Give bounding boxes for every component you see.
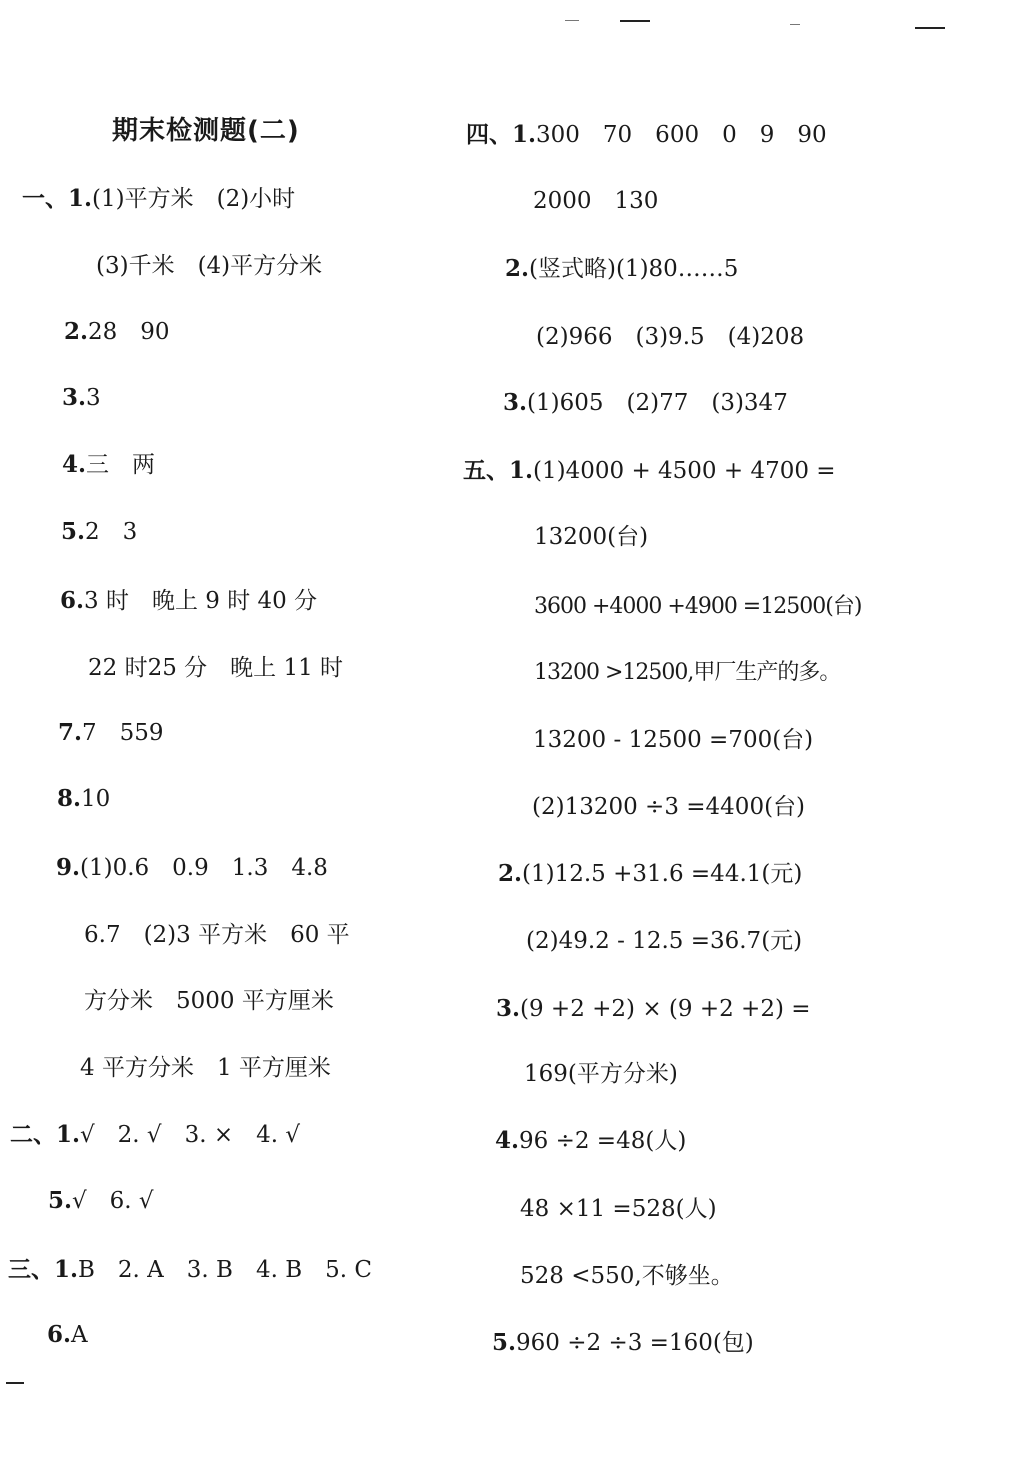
answer-line <box>22 184 295 214</box>
item-number: 4. <box>495 1127 520 1154</box>
item-number: 4. <box>62 451 87 478</box>
answer-text: 13200 >12500,甲厂生产的多。 <box>534 660 841 685</box>
answer-text: (9 +2 +2) × (9 +2 +2) = <box>520 996 811 1022</box>
answer-text: (2)966 (3)9.5 (4)208 <box>536 324 805 350</box>
answer-line <box>84 920 350 950</box>
item-number: 一、1. <box>22 185 93 212</box>
answer-line <box>524 1059 678 1089</box>
item-number: 5. <box>48 1187 73 1214</box>
answer-line <box>57 784 110 814</box>
answer-text: 3 <box>86 385 101 411</box>
answer-line <box>10 1120 300 1150</box>
answer-line <box>466 120 827 150</box>
answer-text: (1)平方米 (2)小时 <box>92 186 296 212</box>
answer-line <box>80 1053 331 1083</box>
answer-line <box>96 251 322 281</box>
answer-line <box>534 522 648 552</box>
item-number: 2. <box>505 255 530 282</box>
answer-line <box>496 994 811 1024</box>
answer-text: 28 90 <box>88 319 170 345</box>
answer-line <box>8 1255 372 1285</box>
item-number: 3. <box>62 384 87 411</box>
answer-text: 7 559 <box>82 720 164 746</box>
item-number: 3. <box>496 995 521 1022</box>
answer-line <box>61 517 137 547</box>
answer-line <box>62 450 155 480</box>
item-number: 6. <box>47 1321 72 1348</box>
answer-line <box>498 859 802 889</box>
answer-text: 2000 130 <box>533 188 659 214</box>
answer-line <box>520 1261 734 1291</box>
answer-line <box>534 591 861 622</box>
answer-text: A <box>71 1322 88 1348</box>
answer-text: (1)12.5 +31.6 =44.1(元) <box>522 861 803 887</box>
item-number: 5. <box>61 518 86 545</box>
answer-text: 2 3 <box>85 519 138 545</box>
scan-mark <box>565 20 579 21</box>
answer-line <box>534 657 840 688</box>
answer-line <box>64 317 170 347</box>
answer-text: 300 70 600 0 9 90 <box>536 122 827 148</box>
answer-line <box>48 1186 154 1216</box>
answer-text: (1)4000 + 4500 + 4700 = <box>533 458 836 484</box>
answer-line <box>520 1194 717 1224</box>
answer-text: (2)13200 ÷3 =4400(台) <box>532 794 806 820</box>
answer-text: 13200 - 12500 =700(台) <box>533 727 814 753</box>
answer-line <box>536 322 804 352</box>
item-number: 3. <box>503 389 528 416</box>
answer-line <box>62 383 101 413</box>
answer-text: 96 ÷2 =48(人) <box>519 1128 687 1154</box>
item-number: 9. <box>56 854 81 881</box>
answer-line <box>60 586 317 616</box>
answer-text: 169(平方分米) <box>524 1061 678 1087</box>
answer-text: 22 时25 分 晚上 11 时 <box>88 655 344 681</box>
answer-text: 960 ÷2 ÷3 =160(包) <box>516 1330 754 1356</box>
answer-text: (竖式略)(1)80……5 <box>529 256 739 282</box>
answer-line <box>505 254 738 284</box>
answer-text: (1)605 (2)77 (3)347 <box>527 390 788 416</box>
answer-text: 13200(台) <box>534 524 649 550</box>
answer-text: 三 两 <box>86 452 156 478</box>
scan-mark <box>790 24 800 25</box>
answer-text: (2)49.2 - 12.5 =36.7(元) <box>526 928 803 954</box>
item-number: 5. <box>492 1329 517 1356</box>
scan-mark <box>620 20 650 22</box>
scan-mark <box>6 1382 24 1384</box>
item-number: 四、1. <box>466 121 537 148</box>
item-number: 二、1. <box>10 1121 81 1148</box>
item-number: 2. <box>498 860 523 887</box>
item-number: 7. <box>58 719 83 746</box>
item-number: 三、1. <box>8 1256 79 1283</box>
answer-text: B 2. A 3. B 4. B 5. C <box>78 1257 372 1283</box>
answer-text: 3600 +4000 +4900 =12500(台) <box>534 594 862 619</box>
answer-line <box>532 792 805 822</box>
scan-mark <box>915 27 945 29</box>
answer-text: 6.7 (2)3 平方米 60 平 <box>84 922 350 948</box>
answer-line <box>58 718 164 748</box>
answer-text: √ 6. √ <box>72 1188 154 1214</box>
answer-line <box>84 986 334 1016</box>
item-number: 6. <box>60 587 85 614</box>
page-title: 期末检测题(二) <box>112 116 300 146</box>
answer-line <box>88 653 343 683</box>
answer-text: (3)千米 (4)平方分米 <box>96 253 323 279</box>
answer-text: 4 平方分米 1 平方厘米 <box>80 1055 331 1081</box>
answer-line <box>56 853 328 883</box>
answer-text: 48 ×11 =528(人) <box>520 1196 717 1222</box>
answer-line <box>533 725 813 755</box>
answer-text: 方分米 5000 平方厘米 <box>84 988 334 1014</box>
item-number: 五、1. <box>463 457 534 484</box>
answer-text: 10 <box>81 786 111 812</box>
answer-line <box>47 1320 88 1350</box>
answer-line <box>503 388 788 418</box>
answer-text: (1)0.6 0.9 1.3 4.8 <box>80 855 328 881</box>
answer-line <box>526 926 802 956</box>
answer-text: 528 <550,不够坐。 <box>520 1263 734 1289</box>
item-number: 2. <box>64 318 89 345</box>
answer-line <box>492 1328 754 1358</box>
item-number: 8. <box>57 785 82 812</box>
answer-line <box>533 186 658 216</box>
answer-line <box>463 456 836 486</box>
answer-text: √ 2. √ 3. × 4. √ <box>80 1122 301 1148</box>
answer-line <box>495 1126 686 1156</box>
answer-text: 3 时 晚上 9 时 40 分 <box>84 588 318 614</box>
